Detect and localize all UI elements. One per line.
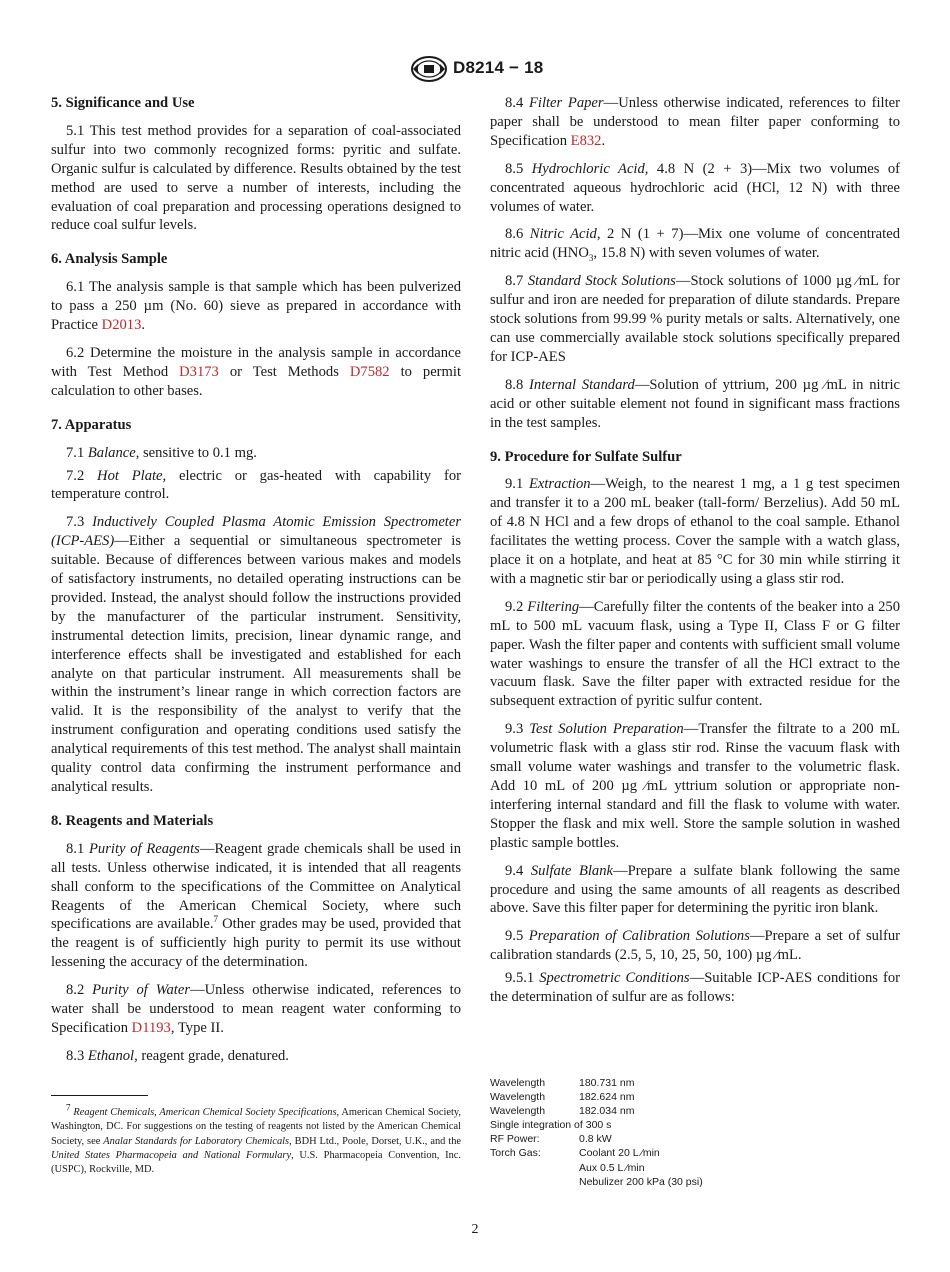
reference-link[interactable]: D7582 [349, 363, 390, 380]
paragraph: 8.4 Filter Paper—Unless otherwise indicated, references to filter paper shall be understood to mean filter paper conforming to Specification E832. [490, 95, 901, 149]
paragraph: 6.1 The analysis sample is that sample which has been pulverized to pass a 250 µm (No. 60) sieve as prepared in accordance with Practice D2013. [51, 279, 461, 334]
paragraph: 9.5.1 Spectrometric Conditions—Suitable ICP-AES conditions for the determination of sulfur are as follows: [490, 970, 900, 1006]
right-column [490, 94, 900, 1016]
paragraph: 7.2 Hot Plate, electric or gas-heated with capability for temperature control. [51, 467, 461, 503]
paragraph: 9.3 Test Solution Preparation—Transfer the filtrate to a 200 mL volumetric flask with a glass stir rod. Rinse the vacuum flask with small volume water washings and transfer to the volumetric flask. Add 10 mL of 200 µg ⁄mL yttrium solution or appropriate non-interfering internal standard and fill the flask to volume with water. Stopper the flask and mix well. Store the sample solution in washed plastic sample bottles. [490, 721, 901, 851]
standard-designation: D8214 − 18 [453, 58, 544, 77]
paragraph: 5.1 This test method provides for a separation of coal-associated sulfur into two commonly recognized forms: pyritic and sulfate. Organic sulfur is calculated by difference. Results obtained by the test method are used to serve a number of interests, including the evaluation of coal preparation and processing operations designed to reduce coal sulfur levels. [51, 122, 461, 234]
paragraph: 7.1 Balance, sensitive to 0.1 mg. [66, 444, 257, 461]
footnote-divider [51, 1095, 148, 1096]
footnote-marker: 7 [213, 914, 219, 925]
reference-link[interactable]: D1193 [131, 1019, 171, 1036]
section-heading: 7. Apparatus [51, 416, 132, 433]
paragraph: 8.2 Purity of Water—Unless otherwise indicated, references to water shall be understood to mean reagent water conforming to Specification D1193, Type II. [51, 982, 462, 1036]
condition-row: Wavelength 182.034 nm [490, 1105, 635, 1118]
paragraph: 6.2 Determine the moisture in the analysis sample in accordance with Test Method D3173 or Test Methods D7582 to permit calculation to other bases. [51, 344, 461, 399]
condition-row: Wavelength 182.624 nm [490, 1091, 635, 1104]
paragraph: 9.2 Filtering—Carefully filter the contents of the beaker into a 250 mL to 500 mL vacuum flask, using a Type II, Class F or G filter paper. Wash the filter paper and contents with sufficient small volume water washings to ensure the transfer of all the HCl extract to the vacuum flask. Save the filter paper with extracted residue for the subsequent extraction of pyritic sulfur content. [490, 598, 900, 710]
paragraph: 9.1 Extraction—Weigh, to the nearest 1 mg, a 1 g test specimen and transfer it to a 200 mL beaker (tall-form/ Berzelius). Add 50 mL of 4.8 N HCl and a few drops of ethanol to the coal sample. Ethanol facilitates the wetting process. Cover the sample with a watch glass, place it on a hotplate, and heat at 85 °C for 30 min while stirring it with a magnetic stir bar or periodically using a glass stir rod. [490, 476, 900, 587]
paragraph: 8.1 Purity of Reagents—Reagent grade chemicals shall be used in all tests. Unless otherwise indicated, it is intended that all reagents shall conform to the specifications of the Committee on Analytical Reagents of the American Chemical Society, where such specifications are available.$^7$ Other grades may be used, provided that the reagent is of sufficiently high purity to permit its use without lessening the accuracy of the determination. [51, 840, 461, 971]
paragraph: 7.3 Inductively Coupled Plasma Atomic Emission Spectrometer (ICP-AES)—Either a sequential or simultaneous spectrometer is suitable. Because of differences between various makes and models of satisfactory instruments, no detailed operating instructions can be provided. Instead, the analyst should follow the instructions provided by the manufacturer of the particular instrument. Sensitivity, instrumental detection limits, precision, linear dynamic range, and interference effects shall be investigated and established for each analyte on that particular instrument. All measurements shall be within the instrument’s linear range in which correction factors are valid. It is the responsibility of the analyst to verify that the instrument configuration and operating conditions used satisfy the analytical requirements of this test method. The analyst shall maintain quality control data confirming the instrument performance and analytical results. [51, 514, 462, 795]
footnote: $^7$ Reagent Chemicals, American Chemical Society Specifications, American Chemical Society, Washington, DC. For suggestions on the testing of reagents not listed by the American Chemical Society, see Analar Standards for Laboratory Chemicals, BDH Ltd., Poole, Dorset, U.K., and the United States Pharmacopeia and National Formulary, U.S. Pharmacopeia Convention, Inc. (USPC), Rockville, MD. [51, 1102, 461, 1176]
page-header [0, 56, 950, 86]
condition-row: Torch Gas: Coolant 20 L ⁄min [490, 1147, 660, 1160]
paragraph: 8.7 Standard Stock Solutions—Stock solutions of 1000 µg ⁄mL for sulfur and iron are needed for preparation of dilute standards. Prepare stock solutions from 99.99 % purity metals or salts. Alternatively, one can use commercially available stock solutions specifically prepared for ICP-AES [490, 273, 900, 365]
paragraph: 8.8 Internal Standard—Solution of yttrium, 200 µg ⁄mL in nitric acid or other suitable element not found in significant mass fractions in the test samples. [490, 376, 901, 431]
condition-row: Aux 0.5 L ⁄min [579, 1161, 645, 1174]
page-number: 2 [471, 1222, 479, 1237]
section-heading: 9. Procedure for Sulfate Sulfur [490, 448, 682, 465]
paragraph: 8.5 Hydrochloric Acid, 4.8 N (2 + 3)—Mix two volumes of concentrated aqueous hydrochloric acid (HCl, 12 N) with three volumes of water. [490, 160, 901, 215]
footnote-number: 7 [66, 1102, 71, 1113]
condition-row: Single integration of 300 s [490, 1119, 612, 1132]
condition-row: RF Power: 0.8 kW [490, 1133, 612, 1146]
paragraph: 8.3 Ethanol, reagent grade, denatured. [66, 1047, 289, 1064]
spectrometric-conditions-table [490, 1076, 703, 1189]
condition-row: Nebulizer 200 kPa (30 psi) [579, 1175, 703, 1188]
reference-link[interactable]: D2013 [101, 317, 142, 334]
paragraph: 9.4 Sulfate Blank—Prepare a sulfate blank following the same procedure and using the same amounts of all reagents as described above. Save this filter paper for determining the pyritic iron blank. [490, 862, 900, 917]
reference-link[interactable]: D3173 [179, 363, 219, 380]
left-column [51, 94, 461, 1075]
section-heading: 8. Reagents and Materials [51, 812, 214, 829]
section-heading: 6. Analysis Sample [51, 251, 168, 268]
reference-link[interactable]: E832 [570, 132, 602, 149]
section-heading: 5. Significance and Use [51, 95, 195, 111]
astm-logo-icon [410, 56, 448, 82]
paragraph: 9.5 Preparation of Calibration Solutions—Prepare a set of sulfur calibration standards (2.5, 5, 10, 25, 50, 100) µg ⁄mL. [490, 928, 901, 964]
condition-row: Wavelength 180.731 nm [490, 1077, 635, 1089]
paragraph: 8.6 Nitric Acid, 2 N (1 + 7)—Mix one volume of concentrated nitric acid ($HNO_3$, 15.8 N) with seven volumes of water. [490, 226, 900, 264]
